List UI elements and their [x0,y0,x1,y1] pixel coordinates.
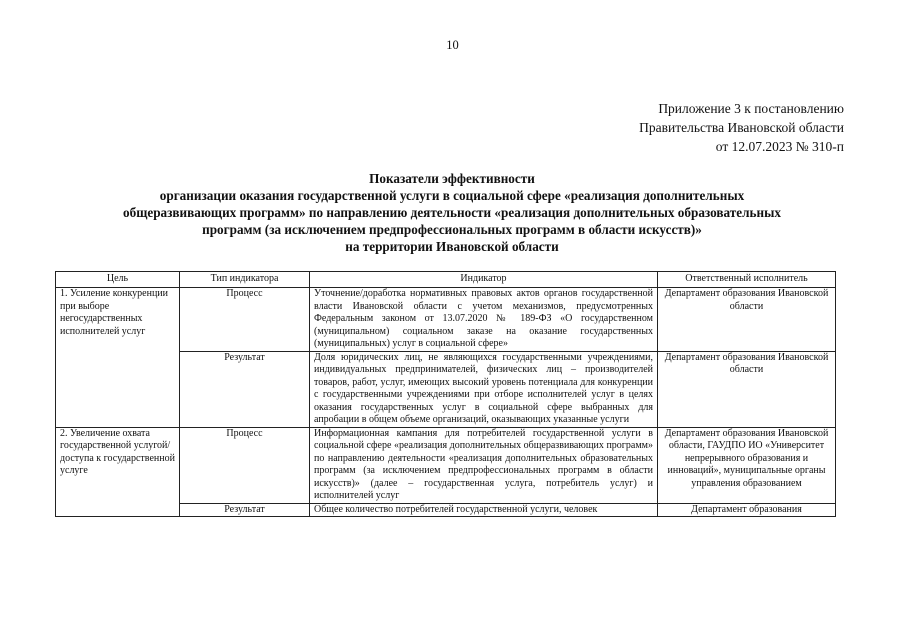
appendix-line: Приложение 3 к постановлению [658,101,844,116]
table-row [56,288,836,352]
indicator-text: Общее количество потребителей государственной услуги, человек [314,503,598,515]
goal-cell: 1. Усиление конкуренции при выборе негосударственных исполнителей услуг [56,288,180,428]
indicator-type-cell: Процесс [180,427,310,503]
indicator-cell: Информационная кампания для потребителей государственной услуги в социальной сфере «реализация дополнительных общеразвивающих программ» по направлению деятельности «реализация дополнительных образовательных программ (за исключением предпрофессиональных программ в области искусств)» (далее – государственная услуга, потребитель услуг) и исполнителей услуг [310,427,658,503]
table-row [56,427,836,503]
goal-cell: 2. Увеличение охвата государственной услугой/доступа к государственной услуге [56,427,180,517]
title-line: Показатели эффективности [369,171,535,186]
indicator-type-cell: Процесс [180,288,310,352]
title-line: общеразвивающих программ» по направлению деятельности «реализация дополнительных образовательных [123,205,781,220]
indicator-type-cell: Результат [180,351,310,427]
indicators-table [55,271,836,517]
responsible-text: Департамент образования [691,503,802,515]
header-indicator: Индикатор [310,272,658,288]
title-line: на территории Ивановской области [345,239,559,254]
responsible-cell [658,503,836,517]
appendix-line: от 12.07.2023 № 310-п [715,139,844,154]
responsible-cell: Департамент образования Ивановской области [658,288,836,352]
header-responsible: Ответственный исполнитель [658,272,836,288]
appendix-line: Правительства Ивановской области [639,120,844,135]
header-goal: Цель [56,272,180,288]
appendix-reference [639,99,844,156]
indicator-cell: Доля юридических лиц, не являющихся государственными учреждениями, индивидуальных предпринимателей, физических лиц – производителей товаров, работ, услуг, имеющих высокий уровень потенциала для конкуренции с государственными учреждениями при отборе исполнителей услуг в целях оказания государственных услуг в социальной сфере выбранных для апробации в общем объеме организаций, оказывающих указанные услуги [310,351,658,427]
indicator-cell [310,503,658,517]
responsible-cell: Департамент образования Ивановской области [658,351,836,427]
indicator-cell: Уточнение/доработка нормативных правовых актов органов государственной власти Ивановской области с учетом механизмов, предусмотренных Федеральным законом от 13.07.2020 № 189-ФЗ «О государственном (муниципальном) социальном заказе на оказание государственных (муниципальных) услуг в социальной сфере» [310,288,658,352]
page-number: 10 [446,38,459,52]
table-header-row [56,272,836,288]
title-line: программ (за исключением предпрофессиональных программ в области искусств)» [202,222,702,237]
indicator-type-cell: Результат [180,503,310,517]
responsible-cell: Департамент образования Ивановской области, ГАУДПО ИО «Университет непрерывного образования и инноваций», муниципальные органы управления образованием [658,427,836,503]
document-title [60,170,844,255]
header-indicator-type: Тип индикатора [180,272,310,288]
title-line: организации оказания государственной услуги в социальной сфере «реализация дополнительных [159,188,745,203]
